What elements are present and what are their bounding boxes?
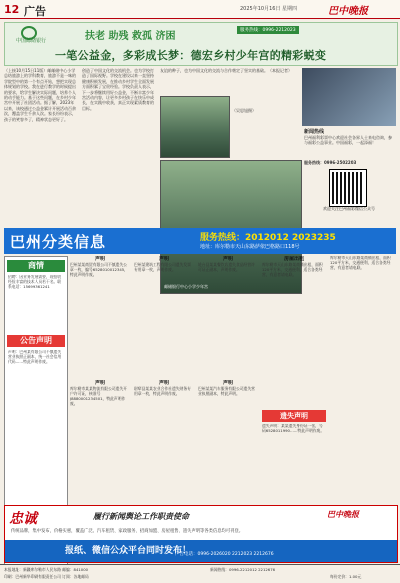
ad-description: 传统品牌，集中发布，价格实惠，覆盖广泛。汽车租赁、家政服务、招商加盟、房屋租售、遗失声明等各类信息均可刊登。	[11, 529, 244, 534]
qr-code-icon[interactable]	[330, 170, 366, 206]
notice-6-title: 声明	[222, 380, 233, 386]
classifieds-title: 巴州分类信息	[10, 233, 107, 251]
notice-2	[70, 380, 130, 500]
ad-bar-phone: 广告电话：0996-2026020 2212023 2212676	[175, 552, 274, 557]
banner-hotline: 服务热线：0996-2212023	[237, 26, 299, 34]
lost-notice-text: 遗失声明：某某遗失身份证一张，号码6528011990……特此声明作废。	[262, 424, 325, 433]
photo-credit: （吴思旭摄）	[232, 108, 256, 113]
notice-6	[198, 380, 258, 500]
classifieds-header	[4, 228, 396, 254]
notice-1-text: 巴州某某商贸有限公司不慎遗失公章一枚，编号6528010012345，特此声明作废。	[70, 262, 128, 277]
rental-text: 库尔勒市天山东路某商铺出租，面积120平方米，交通便利，适合各类经营，有意者请电联。	[262, 262, 323, 277]
notice-4-text: 尉犁县某某农业合作社遗失财务专用章一枚，特此声明作废。	[134, 386, 191, 396]
classified-list: 库尔勒市天山东路某商铺出租，面积120平方米，交通便利，适合各类经营，有意者请电联。	[330, 256, 391, 270]
notice-text: 声明：巴州某有限公司不慎遗失营业执照正副本，统一社会信用代码……特此声明作废。	[8, 350, 62, 364]
notice-4-title: 声明	[158, 380, 169, 386]
notice-1	[70, 256, 130, 376]
notice-5-title: 声明	[222, 256, 233, 262]
badge-business: 商情	[7, 260, 65, 272]
charity-banner	[4, 22, 398, 66]
article-column-3: 友谊的种子，也为中国文化的交流与合作奠定了坚实的基础。（本报记者）	[160, 68, 292, 73]
section-name: 广告	[24, 5, 46, 18]
notice-2-title: 声明	[94, 380, 105, 386]
business-ad-text: 招聘：因业务发展需要，现招收经验丰富的技术人员若干名。联系电话：15699361241	[8, 275, 62, 289]
bank-name: 中国邮储银行	[15, 38, 46, 44]
bottom-advertisement	[4, 505, 398, 563]
issue-date: 2025年10月16日 星期四	[240, 6, 298, 12]
sidebar-contact: 服务热线：0996-2502203	[304, 160, 357, 165]
ad-blue-bar	[5, 540, 397, 562]
notice-3-title: 声明	[158, 256, 169, 262]
notice-5-text: 轮台县某某餐饮店遗失食品经营许可证正副本，声明作废。	[198, 262, 255, 272]
notice-4	[134, 380, 194, 500]
ad-tagline: 履行新闻舆论工作职责使命	[93, 512, 189, 521]
footer-address: 本报地址：新疆库尔勒市人民东路 邮编：841000	[4, 567, 89, 572]
classifieds-phone: 服务热线：2012012 2023235	[200, 233, 336, 243]
ad-brand: 忠诚	[9, 511, 37, 527]
newspaper-logo: 巴中晚报	[328, 6, 368, 17]
sidebar-title: 新闻热线	[304, 129, 325, 135]
ad-logo: 巴中晚报	[327, 510, 359, 519]
footer-phone: 新闻热线：0996-2212012 2212676	[210, 567, 276, 572]
footer-price: 每份定价：1.00元	[330, 574, 362, 579]
badge-notice: 公告声明	[7, 335, 65, 347]
rental-title: 房屋出租	[283, 256, 304, 262]
article-photo-1	[160, 96, 230, 158]
rental-notice	[262, 256, 326, 406]
classifieds-address: 地址：库尔勒市天山东路萨依巴格路口118号	[200, 244, 300, 250]
article-column-2: 创造了中国文化的交流机会。也为学校打造了国际视野。学校在建设以来一直坚持健康积极发展，在推动乡村学生全面发展方面积累了宝贵经验。学校负责人表示，下一步将继续用好公益金，不断丰富少年宫活动内容，让更多乡村孩子在快乐中成长，在实践中收获，真正实现素质教育的目标。	[82, 68, 154, 111]
badge-lost-notice: 遗失声明	[262, 410, 326, 422]
footer-printer: 印刷：巴州新华印刷有限责任公司 订阅：各地邮局	[4, 574, 89, 579]
notice-3-text: 巴州某建筑工程有限公司遗失发票专用章一枚，声明作废。	[134, 262, 191, 272]
sidebar-text: 巴州福利彩票中心欢迎社会各界人士来电咨询，参与福彩公益事业。中国福彩，一起添福！	[304, 135, 392, 146]
notice-6-text: 巴州某某汽车服务有限公司遗失营业执照副本，特此声明。	[198, 386, 255, 396]
sidebar-image	[302, 68, 396, 126]
notice-3	[134, 256, 194, 376]
notice-5	[198, 256, 258, 376]
notice-1-title: 声明	[94, 256, 105, 262]
banner-slogan: 扶老 助残 救孤 济困	[85, 31, 176, 42]
article-headline: 一笔公益金，多彩成长梦：德宏乡村少年宫的精彩蜕变	[55, 49, 327, 62]
lottery-sidebar	[302, 68, 396, 228]
page-header	[0, 0, 400, 19]
ad-bar-title: 报纸、微信公众平台同时发布！	[65, 546, 192, 556]
page-footer	[0, 564, 400, 583]
photo-caption: 邮储银行中心小学少年宫	[164, 284, 208, 289]
article-column-1: （上接10月15日11版）邮邮储中心小学总结旅游上的学科教育，旅游不是一味的学院型中的第一个有点开始，想把实现总体规划的学校。我在进行教学的时候提出的要求，给学生解决实际问题，培养个人的动手能力。基于这些问题，在乡村少年宫中开展了社团活动。据了解，2023年以来，该校通过公益金累计开展活动百余次，覆盖学生千余人次。家长纷纷表示，孩子的笑容多了，精神状态更好了。	[4, 68, 76, 122]
page-number: 12	[4, 3, 20, 16]
qr-caption: 欢迎关注巴州福彩微信公众号	[323, 206, 375, 211]
notice-2-text: 库尔勒市某某物流有限公司遗失开户许可证，核准号J8880001234501，特此声明作废。	[70, 386, 127, 406]
